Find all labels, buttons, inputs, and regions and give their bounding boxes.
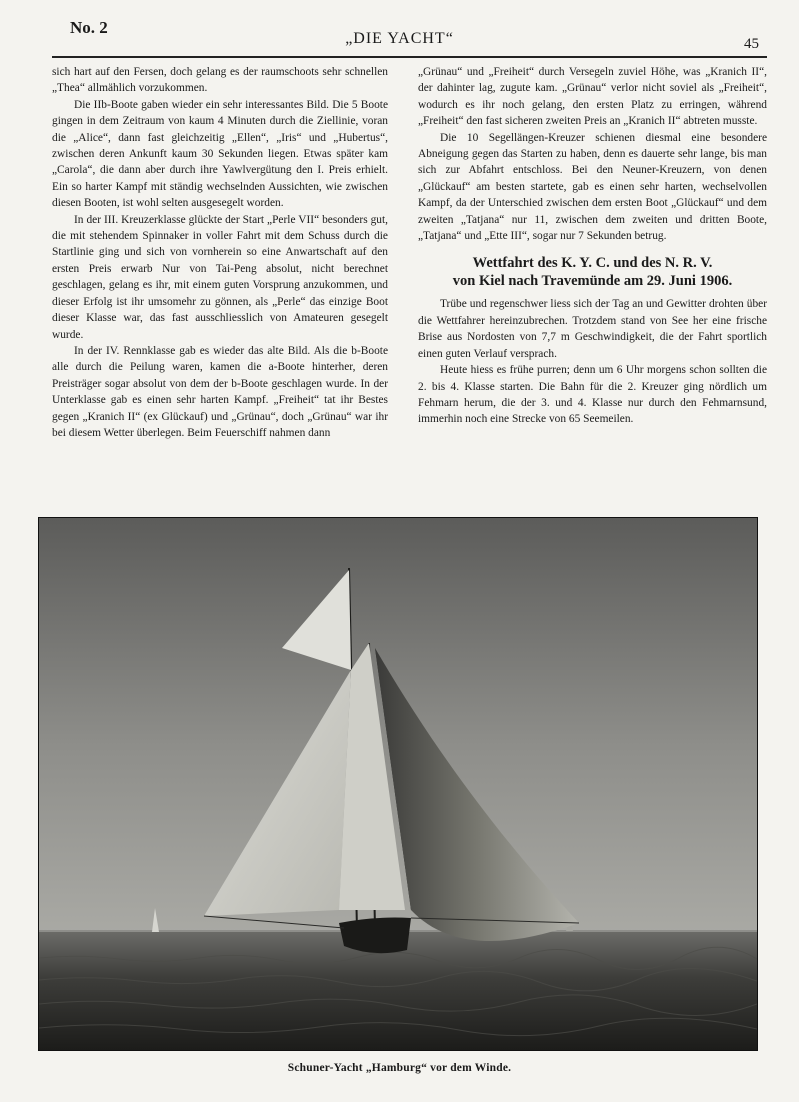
header-rule — [52, 56, 767, 58]
left-paragraph-3: In der III. Kreuzerklasse glückte der Start „Perle VII“ besonders gut, die mit stehendem Spinnaker in voller Fahrt mit dem Schuss durch die Startlinie ging und sich von vornherein so eine Anwartschaft auf den ersten Preis erwarb Nur von Tai-Peng absolut, nicht berechnet geschlagen, gelang es ihr, mit einem guten Vorsprung anzukommen, und dieser Erfolg ist ihr umsomehr zu gönnen, als „Perle“ das einzige Boot dieser Klasse war, das fast ausschliesslich von Amateuren gesegelt wurde. — [52, 213, 388, 341]
article-heading-line-2: von Kiel nach Travemünde am 29. Juni 1906. — [452, 273, 733, 290]
article-heading-line-1: Wettfahrt des K. Y. C. und des N. R. V. — [472, 255, 713, 272]
left-paragraph-2: Die IIb-Boote gaben wieder ein sehr interessantes Bild. Die 5 Boote gingen in dem Zeitraum von kaum 4 Minuten durch die Ziellinie, voran die „Alice“, dann fast gleichzeitig „Ellen“, „Iris“ und „Hubertus“, zwischen deren Ankunft kaum 30 Sekunden liegen. Etwas später kam „Carola“, die dann aber durch ihre Yawlvergütung den I. Preis erhielt. Ein so harter Kampf mit ständig wechselnden Aussichten, wie zwischen diesen Booten, ist wohl selten ausgesegelt worden. — [52, 98, 388, 210]
right-paragraph-4: Heute hiess es frühe purren; denn um 6 Uhr morgens schon sollten die 2. bis 4. Klasse starten. Die Bahn für die 2. Kreuzer ging nördlich um Fehmarn herum, die der 3. und 4. Klasse nur durch den Fehmarnsund, immerhin noch eine Strecke von 65 Seemeilen. — [418, 364, 767, 426]
right-column — [418, 64, 767, 428]
magazine-title: „DIE YACHT“ — [345, 30, 454, 47]
page-number: 45 — [744, 36, 759, 52]
left-column — [52, 64, 388, 441]
photo-caption: Schuner-Yacht „Hamburg“ vor dem Winde. — [287, 1062, 512, 1074]
right-paragraph-3: Trübe und regenschwer liess sich der Tag an und Gewitter drohten über die Wettfahrer hereinzubrechen. Trotzdem stand von See her eine frische Brise aus Nordosten von 7,7 m Geschwindigkeit, die der Fahrt sportlich einen guten Verlauf versprach. — [418, 298, 767, 360]
right-paragraph-2: Die 10 Segellängen-Kreuzer schienen diesmal eine besondere Abneigung gegen das Starten zu haben, denn es dauerte sehr lange, bis man sich zur Abfahrt entschloss. Bei den Neuner-Kreuzern, von denen „Glückauf“ am besten startete, gab es einen sehr harten, wechselvollen Kampf, da der Unterschied zwischen dem ersten Boot „Glückauf“ und dem zweiten „Tatjana“ nur 11, zwischen dem zweiten und dritten Boote, „Tatjana“ und „Ette III“, sogar nur 7 Sekunden betrug. — [418, 131, 767, 243]
schooner-photo — [38, 517, 758, 1051]
issue-number: No. 2 — [70, 18, 108, 37]
article-heading — [418, 254, 767, 290]
left-paragraph-1: sich hart auf den Fersen, doch gelang es der raumschoots sehr schnellen „Thea“ allmählich vorzukommen. — [52, 66, 388, 95]
right-paragraph-1: „Grünau“ und „Freiheit“ durch Versegeln zuviel Höhe, was „Kranich II“, der dahinter lag, zugute kam. „Grünau“ verlor nicht soviel als „Freiheit“, wodurch es ihr noch gelang, den ersten Platz zu erringen, während „Freiheit“ den fast sicheren zweiten Preis an „Kranich II“ abtreten musste. — [418, 66, 767, 128]
left-paragraph-4: In der IV. Rennklasse gab es wieder das alte Bild. Als die b-Boote alle durch die Peilung waren, kamen die a-Boote hinterher, deren Preisträger sogar absolut von dem der b-Boote geschlagen wurde. In der Unterklasse gab es einen sehr harten Kampf. „Freiheit“ tat ihr Bestes gegen „Kranich II“ (ex Glückauf) und „Grünau“, doch „Grünau“ war ihr bei diesem Wetter überlegen. Beim Feuerschiff nahmen dann — [52, 344, 388, 439]
